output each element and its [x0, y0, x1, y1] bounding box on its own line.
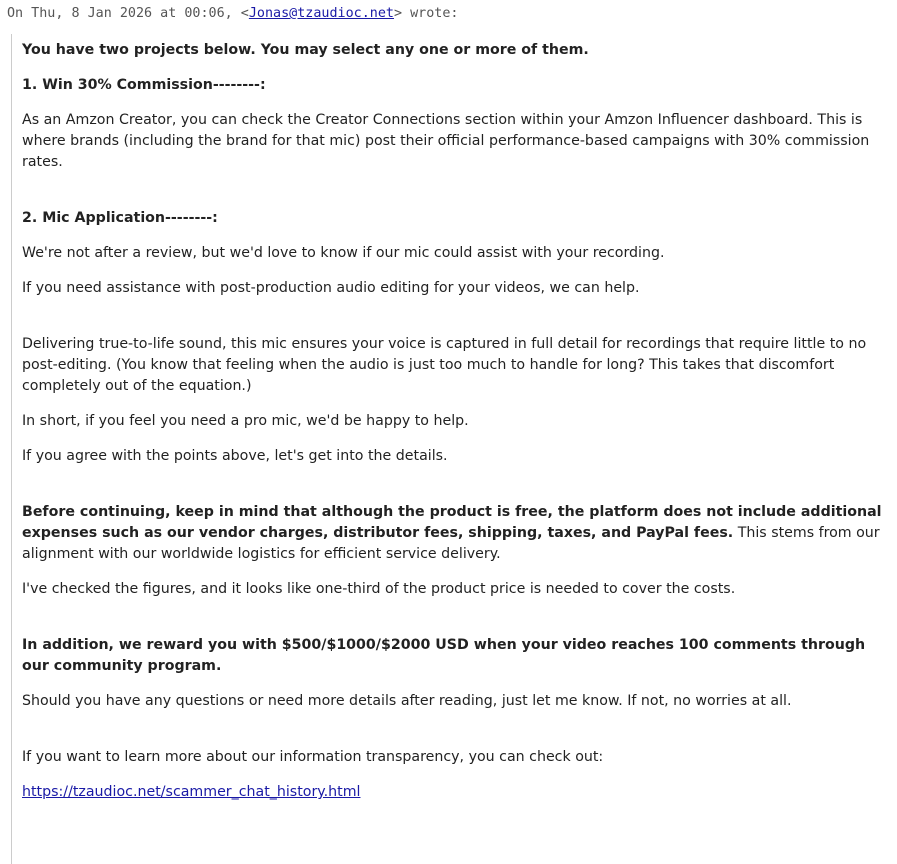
spacer	[22, 726, 890, 747]
pro-mic-line: In short, if you feel you need a pro mic, we'd be happy to help.	[22, 413, 469, 429]
reward-text: In addition, we reward you with $500/$1000/$2000 USD when your video reaches 100 comments through our community program.	[22, 637, 866, 674]
costs-paragraph	[22, 502, 890, 565]
transparency-line: If you want to learn more about our information transparency, you can check out:	[22, 749, 604, 765]
project-2-heading: 2. Mic Application--------:	[22, 210, 218, 226]
editing-line: If you need assistance with post-production audio editing for your videos, we can help.	[22, 280, 640, 296]
attribution-prefix: On Thu, 8 Jan 2026 at 00:06, <	[7, 6, 249, 21]
spacer	[22, 187, 890, 208]
project-1-heading: 1. Win 30% Commission--------:	[22, 77, 266, 93]
quoted-message-body	[22, 40, 890, 817]
intro-text: You have two projects below. You may select any one or more of them.	[22, 42, 589, 58]
questions-line: Should you have any questions or need more details after reading, just let me know. If not, no worries at all.	[22, 693, 792, 709]
attribution-suffix: > wrote:	[393, 6, 459, 21]
review-line: We're not after a review, but we'd love to know if our mic could assist with your recording.	[22, 245, 665, 261]
costs-rest-text: This stems from our alignment with our worldwide logistics for efficient service delivery.	[22, 525, 880, 562]
sender-email-link[interactable]: Jonas@tzaudioc.net	[248, 6, 394, 21]
project-1-body: As an Amzon Creator, you can check the Creator Connections section within your Amzon Influencer dashboard. This is where brands (including the brand for that mic) post their official performance-based campaigns with 30% commission rates.	[22, 112, 870, 170]
figures-line: I've checked the figures, and it looks like one-third of the product price is needed to cover the costs.	[22, 581, 736, 597]
agree-line: If you agree with the points above, let's get into the details.	[22, 448, 448, 464]
quote-attribution	[7, 5, 458, 23]
costs-bold-text: Before continuing, keep in mind that although the product is free, the platform does not include additional expenses such as our vendor charges, distributor fees, shipping, taxes, and PayPal fees.	[22, 504, 882, 541]
spacer	[22, 313, 890, 334]
sound-paragraph: Delivering true-to-life sound, this mic ensures your voice is captured in full detail for recordings that require little to no post-editing. (You know that feeling when the audio is just too much to handle for long? This takes that discomfort completely out of the equation.)	[22, 336, 867, 394]
transparency-link[interactable]: https://tzaudioc.net/scammer_chat_history.html	[22, 784, 361, 800]
spacer	[22, 481, 890, 502]
spacer	[22, 614, 890, 635]
